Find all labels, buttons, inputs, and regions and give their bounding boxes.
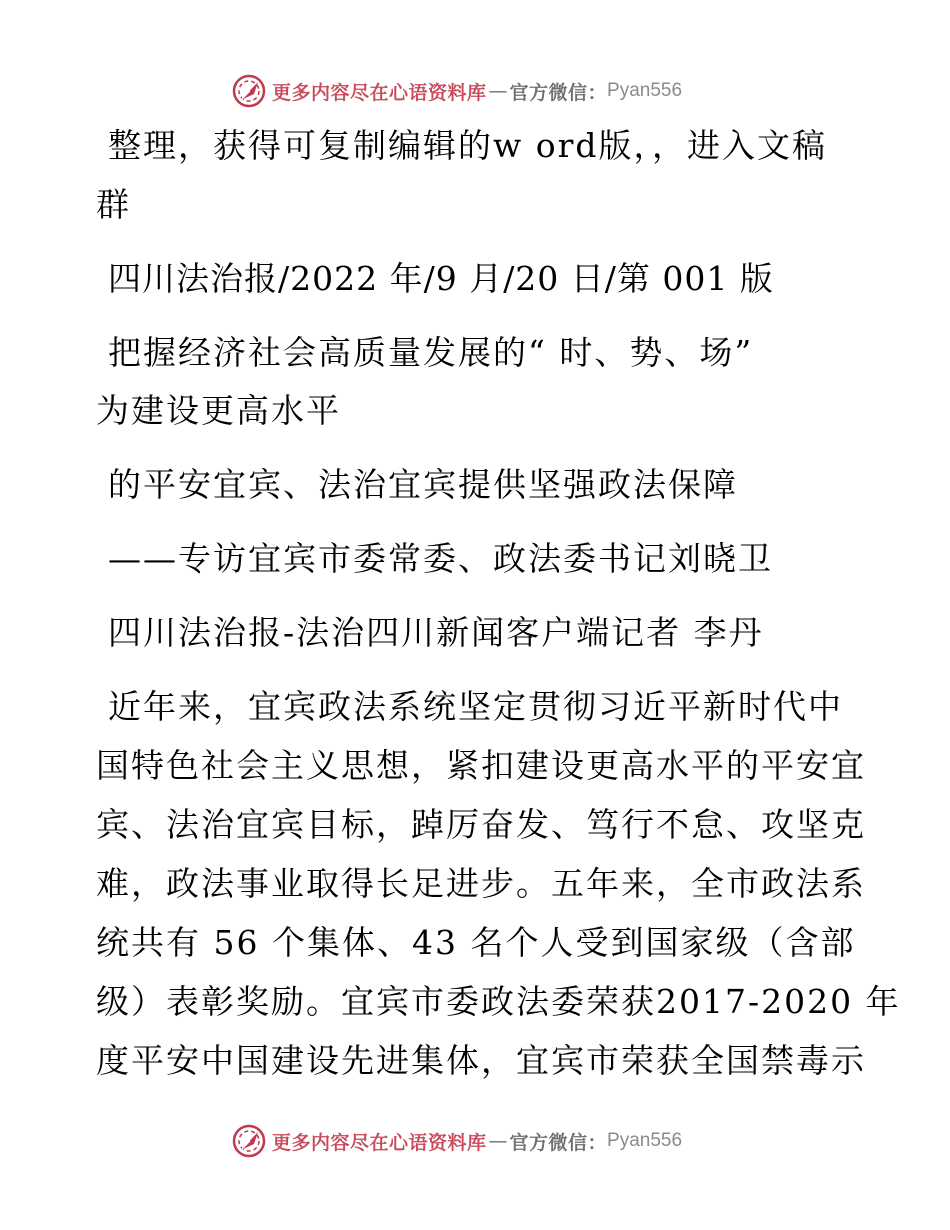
paragraph-line: 难，政法事业取得长足进步。五年来，全市政法系 <box>96 864 866 903</box>
paragraph-line: 国特色社会主义思想，紧扣建设更高水平的平安宜 <box>96 746 866 785</box>
watermark-site-text: 更多内容尽在心语资料库 <box>272 81 487 104</box>
quill-logo-icon <box>232 74 266 108</box>
watermark-footer <box>232 1121 682 1161</box>
paragraph-line: 统共有 56 个集体、43 名个人受到国家级（含部 <box>96 923 856 962</box>
paragraph-line: 度平安中国建设先进集体，宜宾市荣获全国禁毒示 <box>96 1041 866 1080</box>
paragraph-line: 宾、法治宜宾目标，踔厉奋发、笃行不怠、攻坚克 <box>96 805 866 844</box>
watermark-account: Pyan556 <box>607 80 683 101</box>
watermark-account: Pyan556 <box>607 1130 683 1151</box>
watermark-label: 官方微信： <box>509 81 608 104</box>
paragraph-line: 级）表彰奖励。宜宾市委政法委荣获2017-2020 年 <box>96 982 901 1021</box>
watermark-separator: — <box>488 1130 508 1152</box>
text-line: 整理，获得可复制编辑的w ord版，，进入文稿 <box>108 126 828 165</box>
watermark-site-text: 更多内容尽在心语资料库 <box>272 1131 487 1154</box>
subheadline: ——专访宜宾市委常委、政法委书记刘晓卫 <box>108 539 773 578</box>
text-line: 群 <box>96 185 131 224</box>
publication-info: 四川法治报/2022 年/9 月/20 日/第 001 版 <box>108 259 774 298</box>
watermark-label: 官方微信： <box>509 1131 608 1154</box>
headline-line: 为建设更高水平 <box>96 391 341 430</box>
quill-logo-icon <box>232 1124 266 1158</box>
headline-line: 的平安宜宾、法治宜宾提供坚强政法保障 <box>108 465 738 504</box>
paragraph-line: 近年来，宜宾政法系统坚定贯彻习近平新时代中 <box>108 687 843 726</box>
watermark-header <box>232 71 682 111</box>
watermark-separator: — <box>488 80 508 102</box>
byline: 四川法治报-法治四川新闻客户端记者 李丹 <box>108 613 764 652</box>
headline-line: 把握经济社会高质量发展的“ 时、势、场” <box>108 333 754 372</box>
